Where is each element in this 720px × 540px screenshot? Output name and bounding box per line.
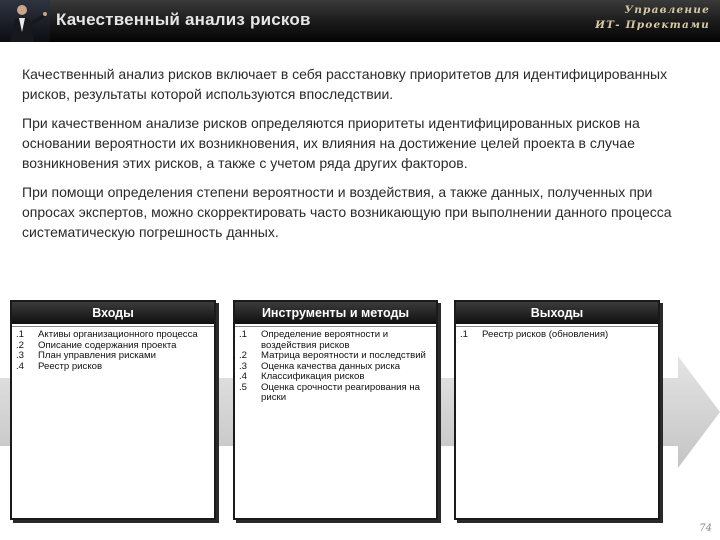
list-item: .4 Реестр рисков xyxy=(16,360,103,372)
tools-box xyxy=(233,300,438,520)
slide-title: Качественный анализ рисков xyxy=(56,10,311,29)
tools-list xyxy=(235,327,436,404)
list-item: .3 Оценка качества данных риска xyxy=(239,360,401,372)
list-item: .4 Классификация рисков xyxy=(239,371,365,382)
inputs-list xyxy=(12,327,214,372)
list-item: .1 Определение вероятности и воздействия рисков xyxy=(239,329,389,351)
outputs-list xyxy=(456,327,658,341)
outputs-box xyxy=(454,300,660,520)
outputs-box-title: Выходы xyxy=(456,302,658,324)
brand-logo xyxy=(595,3,710,33)
inputs-box xyxy=(10,300,216,520)
list-item: .1 Активы организационного процесса xyxy=(16,329,198,340)
presenter-logo-image xyxy=(0,0,50,42)
slide-header xyxy=(0,0,720,42)
list-item: .2 Описание содержания проекта xyxy=(16,339,177,351)
list-item: .2 Матрица вероятности и последствий xyxy=(239,350,426,361)
inputs-box-title: Входы xyxy=(12,302,214,324)
tools-box-title: Инструменты и методы xyxy=(235,302,436,324)
brand-line-1: Управление xyxy=(624,4,710,16)
person-figure-icon xyxy=(0,0,50,42)
paragraph: При помощи определения степени вероятности и воздействия, а также данных, полученных при опросах экспертов, можно скорректировать часто возникающую при выполнении данного процесса систематическую погрешность данных. xyxy=(22,184,672,240)
paragraph: Качественный анализ рисков включает в себя расстановку приоритетов для идентифицированных рисков, результаты которой используются впоследствии. xyxy=(22,66,668,102)
paragraph: При качественном анализе рисков определяются приоритеты идентифицированных рисков на основании вероятности их возникновения, их влияния на достижение целей проекта в случае возникновения этих рисков, а также с учетом ряда других факторов. xyxy=(22,115,640,171)
brand-line-2: ИТ- Проектами xyxy=(595,19,710,31)
body-text xyxy=(22,64,702,251)
list-item: .3 План управления рисками xyxy=(16,350,156,361)
list-item: .1 Реестр рисков (обновления) xyxy=(460,329,609,340)
page-number: 74 xyxy=(699,523,712,534)
list-item: .5 Оценка срочности реагирования на риски xyxy=(239,381,421,403)
